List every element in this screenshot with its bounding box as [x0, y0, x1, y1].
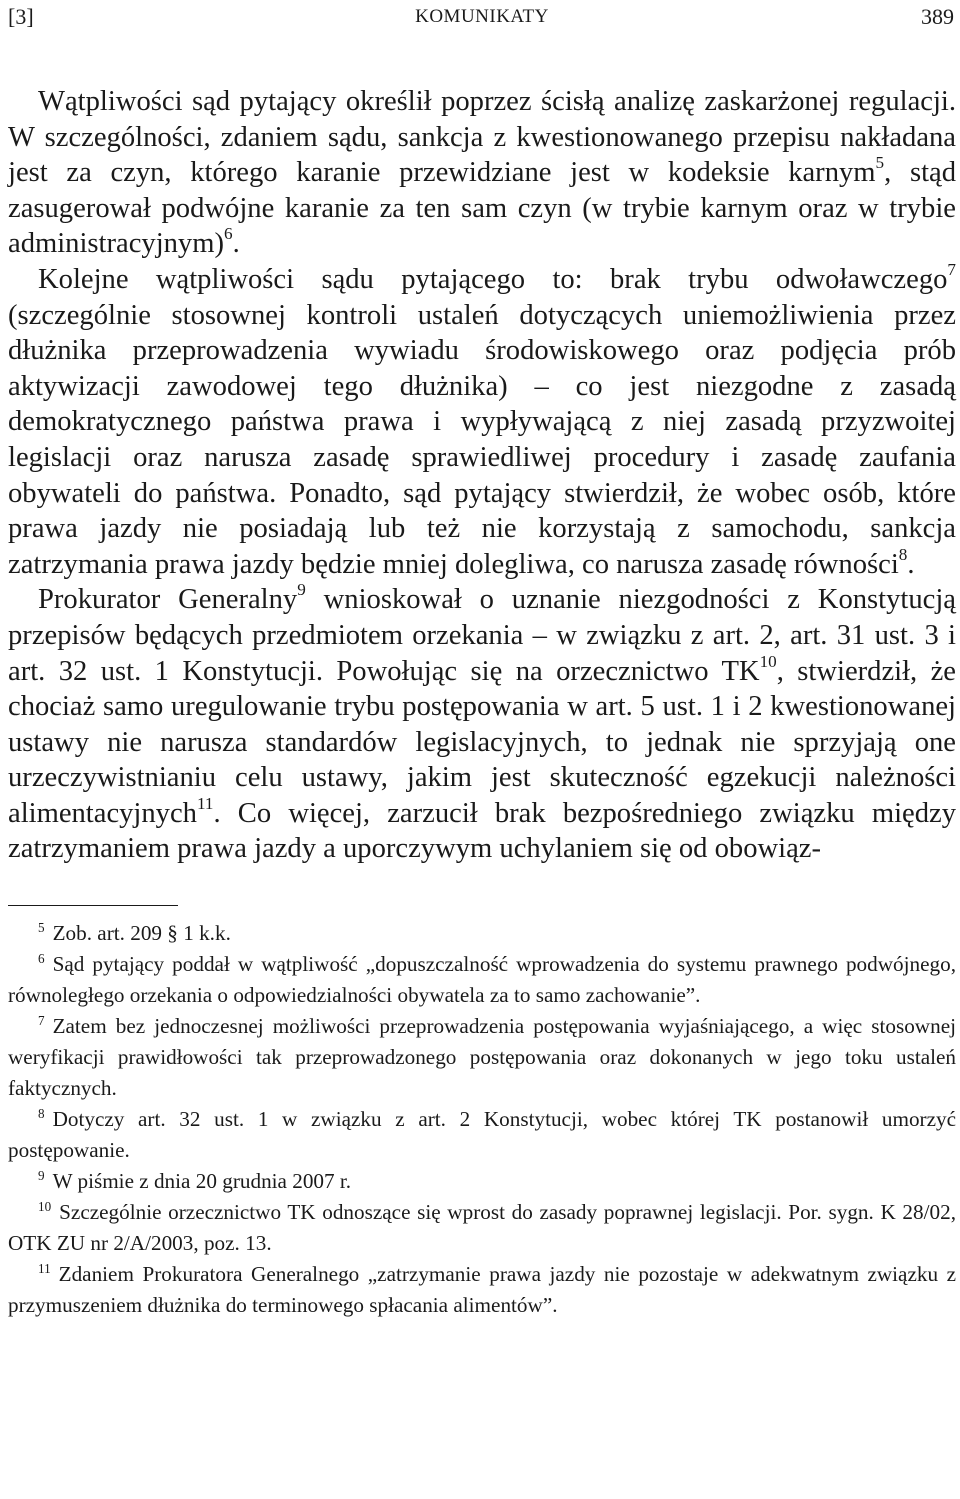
paragraph-text: Kolejne wątpliwości sądu pytającego to: brak trybu odwoławczego	[38, 263, 948, 295]
footnote-reference: 5	[875, 153, 885, 173]
body-paragraph	[8, 582, 956, 867]
running-title: KOMUNIKATY	[415, 6, 549, 27]
footnote-text: Sąd pytający poddał w wątpliwość „dopuszczalność wprowadzenia do systemu prawnego podwójnego, równoległego orzekania o odpowiedzialności obywatela za to samo zachowanie”.	[8, 952, 956, 1008]
footnote-reference: 6	[224, 224, 233, 244]
paragraph-text: , stwierdził, że chociaż samo uregulowanie trybu postępowania w art. 5 ust. 1 i 2 kwestionowanej ustawy nie narusza standardów legislacyjnych, to jednak nie sprzyjają one urzeczywistnianiu celu ustawy, jakim jest skuteczność egzekucji należności alimentacyjnych	[8, 655, 956, 829]
footnote	[8, 949, 956, 1011]
paragraph-text: , stąd zasugerował podwójne karanie za ten sam czyn (w trybie karnym oraz w trybie administracyjnym)	[8, 157, 957, 260]
page-number: 389	[921, 4, 954, 29]
paragraph-text: .	[907, 548, 915, 580]
footnote-reference: 10	[759, 651, 777, 671]
footnote-reference: 8	[898, 544, 908, 564]
paragraph-text: Prokurator Generalny	[38, 584, 298, 616]
footnote-number: 7	[38, 1013, 45, 1029]
footnotes	[8, 918, 956, 1321]
footnote	[8, 1166, 956, 1197]
footnote-reference: 9	[297, 580, 306, 600]
footnote	[8, 1104, 956, 1166]
body-paragraph	[8, 262, 956, 582]
paragraph-text: . Co więcej, zarzucił brak bezpośredniego związku między zatrzymaniem prawa jazdy a uporczywym uchylaniem się od obowiąz-	[8, 797, 956, 865]
footnote-text: Zatem bez jednoczesnej możliwości przeprowadzenia postępowania wyjaśniającego, a więc stosownej weryfikacji prawidłowości tak przeprowadzonego postępowania oraz dokonanych w jego toku ustaleń faktycznych.	[8, 1014, 956, 1101]
footnote	[8, 1259, 956, 1321]
footnote-number: 9	[38, 1168, 45, 1184]
paragraph-text: Wątpliwości sąd pytający określił poprzez ścisłą analizę zaskarżonej regulacji. W szczególności, zdaniem sądu, sankcja z kwestionowanego przepisu nakładana jest za czyn, którego karanie przewidziane jest w kodeksie karnym	[8, 86, 956, 189]
footnote-separator	[8, 905, 178, 906]
page-header	[8, 0, 956, 40]
section-number: [3]	[8, 4, 34, 29]
footnote-text: Dotyczy art. 32 ust. 1 w związku z art. 2 Konstytucji, wobec której TK postanowił umorzyć postępowanie.	[8, 1107, 956, 1163]
footnote	[8, 918, 956, 949]
paragraph-text: (szczególnie stosownej kontroli ustaleń dotyczących uniemożliwienia przez dłużnika przeprowadzenia wywiadu środowiskowego oraz podjęcia prób aktywizacji zawodowej tego dłużnika) – co jest niezgodne z zasadą demokratycznego państwa prawa i wypływającą z niej zasadą przyzwoitej legislacji oraz narusza zasadę sprawiedliwej procedury i zasadę zaufania obywateli do państwa. Ponadto, sąd pytający stwierdził, że wobec osób, które prawa jazdy nie posiadają lub też nie korzystają z samochodu, sankcja zatrzymania prawa jazdy będzie mniej dolegliwa, co narusza zasadę równości	[8, 299, 956, 580]
footnote	[8, 1011, 956, 1104]
document-page	[8, 0, 956, 1321]
footnote-number: 6	[38, 951, 45, 967]
footnote-number: 11	[38, 1261, 51, 1277]
footnote	[8, 1197, 956, 1259]
footnote-text: Zob. art. 209 § 1 k.k.	[52, 921, 231, 946]
footnote-number: 8	[38, 1106, 45, 1122]
paragraph-text: .	[232, 228, 240, 260]
footnote-reference: 11	[196, 794, 214, 814]
paragraph-text: wnioskował o uznanie niezgodności z Konstytucją przepisów będących przedmiotem orzekania – w związku z art. 2, art. 31 ust. 3 i art. 32 ust. 1 Konstytucji. Powołując się na orzecznictwo TK	[8, 584, 956, 687]
footnote-text: Szczególnie orzecznictwo TK odnoszące się wprost do zasady poprawnej legislacji. Por. sygn. K 28/02, OTK ZU nr 2/A/2003, poz. 13.	[8, 1200, 956, 1256]
body-text	[8, 84, 956, 867]
footnote-number: 10	[38, 1199, 52, 1215]
footnote-text: W piśmie z dnia 20 grudnia 2007 r.	[52, 1169, 352, 1194]
footnote-text: Zdaniem Prokuratora Generalnego „zatrzymanie prawa jazdy nie pozostaje w adekwatnym związku z przymuszeniem dłużnika do terminowego spłacania alimentów”.	[8, 1262, 956, 1318]
footnote-number: 5	[38, 920, 45, 936]
body-paragraph	[8, 84, 956, 262]
footnote-reference: 7	[947, 260, 956, 280]
